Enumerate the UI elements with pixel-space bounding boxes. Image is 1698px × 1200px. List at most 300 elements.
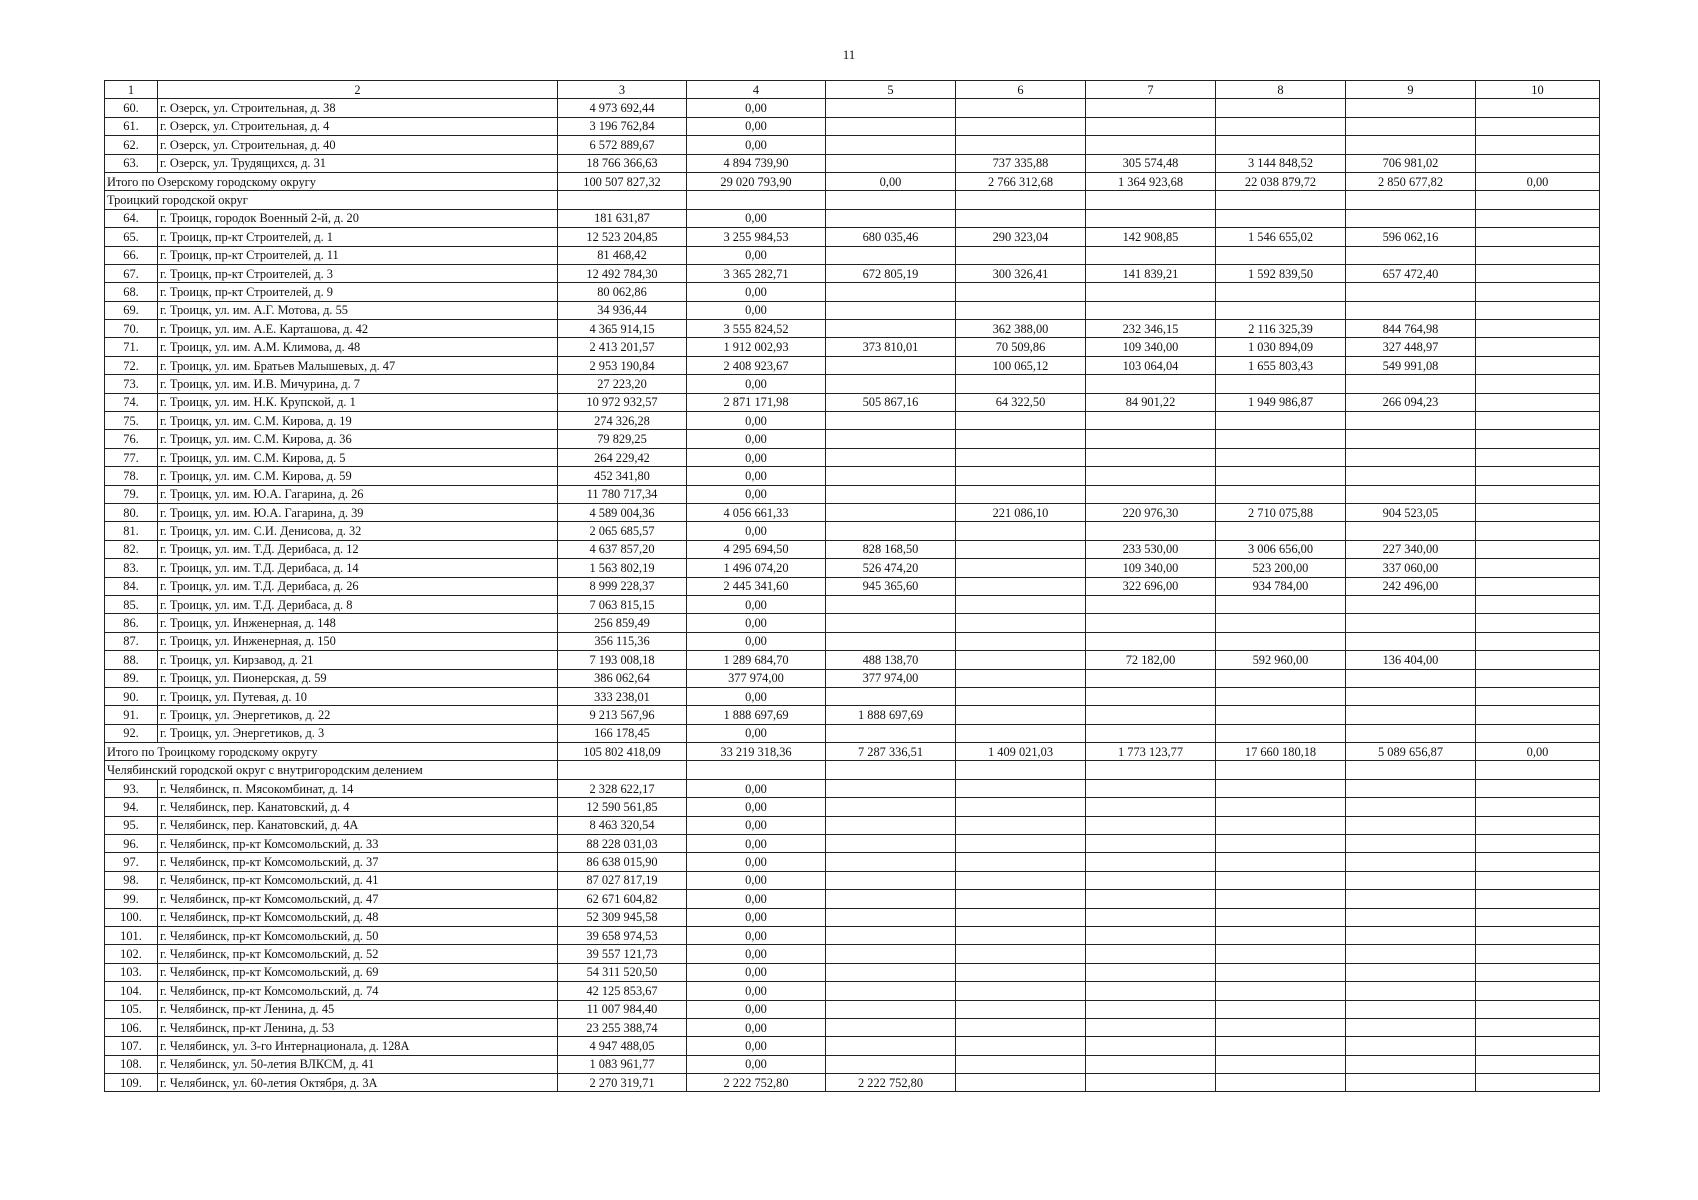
- value-cell: [1476, 816, 1600, 834]
- value-cell: [826, 246, 956, 264]
- table-row: [105, 908, 1600, 926]
- value-cell: 505 867,16: [826, 393, 956, 411]
- value-cell: [956, 853, 1086, 871]
- value-cell: [1086, 412, 1216, 430]
- value-cell: [956, 687, 1086, 705]
- value-cell: [956, 136, 1086, 154]
- value-cell: [1086, 724, 1216, 742]
- value-cell: 0,00: [1476, 743, 1600, 761]
- value-cell: 0,00: [687, 1055, 826, 1073]
- value-cell: 103 064,04: [1086, 356, 1216, 374]
- empty-cell: [1086, 191, 1216, 209]
- address-cell: г. Челябинск, пр-кт Комсомольский, д. 33: [158, 835, 558, 853]
- value-cell: 0,00: [687, 375, 826, 393]
- table-row: [105, 632, 1600, 650]
- value-cell: [1086, 853, 1216, 871]
- value-cell: [1476, 1018, 1600, 1036]
- row-number: 77.: [105, 448, 158, 466]
- table-row: [105, 595, 1600, 613]
- value-cell: [1476, 632, 1600, 650]
- row-number: 68.: [105, 283, 158, 301]
- value-cell: 84 901,22: [1086, 393, 1216, 411]
- empty-cell: [558, 761, 687, 779]
- address-cell: г. Троицк, ул. Инженерная, д. 150: [158, 632, 558, 650]
- address-cell: г. Челябинск, ул. 50-летия ВЛКСМ, д. 41: [158, 1055, 558, 1073]
- value-cell: [1346, 1074, 1476, 1092]
- value-cell: [1216, 890, 1346, 908]
- value-cell: [1086, 687, 1216, 705]
- value-cell: 220 976,30: [1086, 503, 1216, 521]
- address-cell: г. Троицк, ул. им. Т.Д. Дерибаса, д. 14: [158, 559, 558, 577]
- address-cell: г. Троицк, ул. им. А.Г. Мотова, д. 55: [158, 301, 558, 319]
- value-cell: [1476, 320, 1600, 338]
- value-cell: 0,00: [687, 136, 826, 154]
- value-cell: 17 660 180,18: [1216, 743, 1346, 761]
- value-cell: [1086, 209, 1216, 227]
- value-cell: [826, 99, 956, 117]
- value-cell: 2 850 677,82: [1346, 172, 1476, 190]
- address-cell: г. Троицк, ул. им. С.М. Кирова, д. 5: [158, 448, 558, 466]
- value-cell: [1346, 412, 1476, 430]
- value-cell: 0,00: [687, 632, 826, 650]
- row-number: 100.: [105, 908, 158, 926]
- value-cell: [1476, 908, 1600, 926]
- row-number: 88.: [105, 651, 158, 669]
- row-number: 79.: [105, 485, 158, 503]
- value-cell: 87 027 817,19: [558, 871, 687, 889]
- value-cell: 109 340,00: [1086, 338, 1216, 356]
- row-number: 81.: [105, 522, 158, 540]
- value-cell: 0,00: [687, 209, 826, 227]
- address-cell: г. Троицк, ул. Кирзавод, д. 21: [158, 651, 558, 669]
- row-number: 85.: [105, 595, 158, 613]
- value-cell: [1476, 687, 1600, 705]
- value-cell: [1476, 835, 1600, 853]
- value-cell: 0,00: [687, 614, 826, 632]
- value-cell: 2 065 685,57: [558, 522, 687, 540]
- value-cell: [956, 926, 1086, 944]
- value-cell: 706 981,02: [1346, 154, 1476, 172]
- row-number: 97.: [105, 853, 158, 871]
- row-number: 63.: [105, 154, 158, 172]
- value-cell: [956, 871, 1086, 889]
- value-cell: [1216, 1037, 1346, 1055]
- address-cell: г. Озерск, ул. Строительная, д. 40: [158, 136, 558, 154]
- value-cell: [1346, 283, 1476, 301]
- value-cell: 8 463 320,54: [558, 816, 687, 834]
- value-cell: 844 764,98: [1346, 320, 1476, 338]
- address-cell: г. Троицк, ул. Энергетиков, д. 22: [158, 706, 558, 724]
- value-cell: 1 592 839,50: [1216, 264, 1346, 282]
- address-cell: г. Троицк, ул. им. Т.Д. Дерибаса, д. 8: [158, 595, 558, 613]
- value-cell: 12 590 561,85: [558, 798, 687, 816]
- value-cell: 39 658 974,53: [558, 926, 687, 944]
- value-cell: [1476, 301, 1600, 319]
- value-cell: [1216, 687, 1346, 705]
- address-cell: г. Троицк, ул. им. С.И. Денисова, д. 32: [158, 522, 558, 540]
- value-cell: [956, 448, 1086, 466]
- value-cell: [1346, 963, 1476, 981]
- value-cell: [1476, 117, 1600, 135]
- value-cell: [1216, 614, 1346, 632]
- value-cell: [826, 1055, 956, 1073]
- value-cell: [826, 503, 956, 521]
- row-number: 87.: [105, 632, 158, 650]
- value-cell: [1476, 651, 1600, 669]
- value-cell: [1086, 283, 1216, 301]
- empty-cell: [687, 191, 826, 209]
- value-cell: [1086, 117, 1216, 135]
- value-cell: 2 116 325,39: [1216, 320, 1346, 338]
- value-cell: [1346, 136, 1476, 154]
- value-cell: [1346, 301, 1476, 319]
- value-cell: [1476, 283, 1600, 301]
- value-cell: [956, 375, 1086, 393]
- value-cell: [1086, 246, 1216, 264]
- empty-cell: [687, 761, 826, 779]
- value-cell: 1 563 802,19: [558, 559, 687, 577]
- value-cell: 8 999 228,37: [558, 577, 687, 595]
- value-cell: [1216, 982, 1346, 1000]
- address-cell: г. Троицк, ул. Пионерская, д. 59: [158, 669, 558, 687]
- table-row: [105, 412, 1600, 430]
- address-cell: г. Озерск, ул. Трудящихся, д. 31: [158, 154, 558, 172]
- value-cell: [1476, 559, 1600, 577]
- value-cell: 4 365 914,15: [558, 320, 687, 338]
- value-cell: 0,00: [687, 853, 826, 871]
- address-cell: г. Троицк, пр-кт Строителей, д. 9: [158, 283, 558, 301]
- table-row: [105, 687, 1600, 705]
- value-cell: [1476, 853, 1600, 871]
- value-cell: 526 474,20: [826, 559, 956, 577]
- value-cell: [1476, 209, 1600, 227]
- row-number: 64.: [105, 209, 158, 227]
- row-number: 76.: [105, 430, 158, 448]
- value-cell: [1346, 1037, 1476, 1055]
- value-cell: [826, 209, 956, 227]
- value-cell: 27 223,20: [558, 375, 687, 393]
- header-cell: 2: [158, 81, 558, 99]
- value-cell: [826, 853, 956, 871]
- value-cell: [1346, 816, 1476, 834]
- value-cell: [826, 485, 956, 503]
- value-cell: 3 365 282,71: [687, 264, 826, 282]
- value-cell: [1086, 669, 1216, 687]
- table-row: [105, 338, 1600, 356]
- value-cell: 11 007 984,40: [558, 1000, 687, 1018]
- value-cell: 1 546 655,02: [1216, 228, 1346, 246]
- empty-cell: [826, 191, 956, 209]
- value-cell: 233 530,00: [1086, 540, 1216, 558]
- value-cell: 0,00: [687, 1018, 826, 1036]
- value-cell: 337 060,00: [1346, 559, 1476, 577]
- value-cell: [1086, 99, 1216, 117]
- value-cell: [956, 963, 1086, 981]
- value-cell: [1216, 136, 1346, 154]
- value-cell: [1216, 375, 1346, 393]
- header-cell: 8: [1216, 81, 1346, 99]
- address-cell: г. Челябинск, пр-кт Комсомольский, д. 37: [158, 853, 558, 871]
- value-cell: [826, 798, 956, 816]
- value-cell: 11 780 717,34: [558, 485, 687, 503]
- value-cell: [1476, 375, 1600, 393]
- value-cell: 64 322,50: [956, 393, 1086, 411]
- value-cell: 266 094,23: [1346, 393, 1476, 411]
- value-cell: 1 496 074,20: [687, 559, 826, 577]
- value-cell: [956, 706, 1086, 724]
- value-cell: 362 388,00: [956, 320, 1086, 338]
- value-cell: 2 953 190,84: [558, 356, 687, 374]
- row-number: 70.: [105, 320, 158, 338]
- table-row: [105, 467, 1600, 485]
- value-cell: 4 894 739,90: [687, 154, 826, 172]
- table-row: [105, 651, 1600, 669]
- value-cell: [956, 577, 1086, 595]
- table-row: [105, 228, 1600, 246]
- table-row: [105, 448, 1600, 466]
- row-number: 102.: [105, 945, 158, 963]
- group-label: Троицкий городской округ: [105, 191, 558, 209]
- row-number: 74.: [105, 393, 158, 411]
- header-cell: 9: [1346, 81, 1476, 99]
- group-header-row: [105, 191, 1600, 209]
- value-cell: [826, 871, 956, 889]
- row-number: 109.: [105, 1074, 158, 1092]
- row-number: 67.: [105, 264, 158, 282]
- value-cell: 0,00: [687, 1000, 826, 1018]
- value-cell: [1216, 117, 1346, 135]
- value-cell: 0,00: [687, 412, 826, 430]
- value-cell: 373 810,01: [826, 338, 956, 356]
- value-cell: 109 340,00: [1086, 559, 1216, 577]
- value-cell: 3 555 824,52: [687, 320, 826, 338]
- address-cell: г. Троицк, ул. им. Н.К. Крупской, д. 1: [158, 393, 558, 411]
- row-number: 72.: [105, 356, 158, 374]
- value-cell: [1346, 485, 1476, 503]
- address-cell: г. Троицк, ул. Энергетиков, д. 3: [158, 724, 558, 742]
- value-cell: [1216, 835, 1346, 853]
- address-cell: г. Троицк, ул. им. Братьев Малышевых, д. 47: [158, 356, 558, 374]
- value-cell: 12 492 784,30: [558, 264, 687, 282]
- address-cell: г. Челябинск, пр-кт Комсомольский, д. 74: [158, 982, 558, 1000]
- value-cell: [1476, 577, 1600, 595]
- table-row: [105, 1055, 1600, 1073]
- value-cell: [1346, 779, 1476, 797]
- value-cell: 0,00: [687, 595, 826, 613]
- row-number: 90.: [105, 687, 158, 705]
- table-row: [105, 264, 1600, 282]
- value-cell: 22 038 879,72: [1216, 172, 1346, 190]
- value-cell: [956, 1074, 1086, 1092]
- table-row: [105, 117, 1600, 135]
- value-cell: [1346, 209, 1476, 227]
- value-cell: [1476, 154, 1600, 172]
- value-cell: 6 572 889,67: [558, 136, 687, 154]
- value-cell: 2 766 312,68: [956, 172, 1086, 190]
- row-number: 103.: [105, 963, 158, 981]
- value-cell: [1476, 540, 1600, 558]
- value-cell: [1086, 485, 1216, 503]
- value-cell: [1346, 467, 1476, 485]
- value-cell: [826, 687, 956, 705]
- value-cell: [956, 1018, 1086, 1036]
- value-cell: 0,00: [1476, 172, 1600, 190]
- value-cell: [1216, 99, 1346, 117]
- value-cell: [956, 540, 1086, 558]
- value-cell: [1346, 1000, 1476, 1018]
- value-cell: 0,00: [687, 687, 826, 705]
- value-cell: [956, 816, 1086, 834]
- value-cell: [1476, 448, 1600, 466]
- value-cell: [826, 320, 956, 338]
- value-cell: [1216, 706, 1346, 724]
- address-cell: г. Челябинск, пр-кт Комсомольский, д. 47: [158, 890, 558, 908]
- value-cell: [1086, 595, 1216, 613]
- value-cell: [1086, 816, 1216, 834]
- value-cell: 3 144 848,52: [1216, 154, 1346, 172]
- value-cell: 290 323,04: [956, 228, 1086, 246]
- value-cell: 523 200,00: [1216, 559, 1346, 577]
- column-number-header-row: [105, 81, 1600, 99]
- value-cell: [956, 209, 1086, 227]
- value-cell: [1086, 614, 1216, 632]
- row-number: 95.: [105, 816, 158, 834]
- value-cell: 7 063 815,15: [558, 595, 687, 613]
- value-cell: 4 295 694,50: [687, 540, 826, 558]
- value-cell: [1216, 779, 1346, 797]
- value-cell: 2 408 923,67: [687, 356, 826, 374]
- row-number: 107.: [105, 1037, 158, 1055]
- value-cell: 657 472,40: [1346, 264, 1476, 282]
- value-cell: [1086, 375, 1216, 393]
- value-cell: 0,00: [687, 485, 826, 503]
- subtotal-row: [105, 743, 1600, 761]
- value-cell: 934 784,00: [1216, 577, 1346, 595]
- empty-cell: [1086, 761, 1216, 779]
- value-cell: 12 523 204,85: [558, 228, 687, 246]
- header-cell: 6: [956, 81, 1086, 99]
- value-cell: 0,00: [687, 283, 826, 301]
- value-cell: 300 326,41: [956, 264, 1086, 282]
- value-cell: [1216, 853, 1346, 871]
- value-cell: [1216, 871, 1346, 889]
- address-cell: г. Троицк, ул. им. Т.Д. Дерибаса, д. 12: [158, 540, 558, 558]
- value-cell: [1086, 1000, 1216, 1018]
- value-cell: 0,00: [687, 467, 826, 485]
- value-cell: [1216, 945, 1346, 963]
- value-cell: 3 006 656,00: [1216, 540, 1346, 558]
- value-cell: 54 311 520,50: [558, 963, 687, 981]
- value-cell: 227 340,00: [1346, 540, 1476, 558]
- table-row: [105, 871, 1600, 889]
- value-cell: [1346, 706, 1476, 724]
- value-cell: 0,00: [687, 522, 826, 540]
- group-label: Челябинский городской округ с внутригородским делением: [105, 761, 558, 779]
- table-row: [105, 430, 1600, 448]
- value-cell: 0,00: [687, 963, 826, 981]
- table-row: [105, 246, 1600, 264]
- value-cell: 181 631,87: [558, 209, 687, 227]
- value-cell: 386 062,64: [558, 669, 687, 687]
- table-row: [105, 301, 1600, 319]
- value-cell: [1086, 982, 1216, 1000]
- value-cell: [1346, 614, 1476, 632]
- value-cell: 549 991,08: [1346, 356, 1476, 374]
- value-cell: [1086, 835, 1216, 853]
- value-cell: [826, 890, 956, 908]
- value-cell: [1216, 283, 1346, 301]
- value-cell: 3 196 762,84: [558, 117, 687, 135]
- value-cell: [826, 356, 956, 374]
- value-cell: [1476, 246, 1600, 264]
- address-cell: г. Челябинск, ул. 60-летия Октября, д. 3А: [158, 1074, 558, 1092]
- table-row: [105, 724, 1600, 742]
- address-cell: г. Челябинск, пер. Канатовский, д. 4А: [158, 816, 558, 834]
- row-number: 99.: [105, 890, 158, 908]
- value-cell: [1086, 136, 1216, 154]
- address-cell: г. Озерск, ул. Строительная, д. 38: [158, 99, 558, 117]
- row-number: 104.: [105, 982, 158, 1000]
- value-cell: 0,00: [687, 779, 826, 797]
- value-cell: [1476, 1037, 1600, 1055]
- value-cell: [1216, 1074, 1346, 1092]
- value-cell: 0,00: [687, 982, 826, 1000]
- value-cell: 70 509,86: [956, 338, 1086, 356]
- table-row: [105, 136, 1600, 154]
- value-cell: [1476, 228, 1600, 246]
- row-number: 75.: [105, 412, 158, 430]
- value-cell: 0,00: [687, 835, 826, 853]
- empty-cell: [1216, 761, 1346, 779]
- row-number: 73.: [105, 375, 158, 393]
- address-cell: г. Челябинск, пр-кт Комсомольский, д. 52: [158, 945, 558, 963]
- value-cell: 1 083 961,77: [558, 1055, 687, 1073]
- address-cell: г. Троицк, ул. им. Т.Д. Дерибаса, д. 26: [158, 577, 558, 595]
- row-number: 98.: [105, 871, 158, 889]
- value-cell: [1086, 890, 1216, 908]
- value-cell: [1346, 835, 1476, 853]
- value-cell: [1086, 798, 1216, 816]
- value-cell: 100 507 827,32: [558, 172, 687, 190]
- value-cell: [1476, 669, 1600, 687]
- value-cell: [1346, 246, 1476, 264]
- value-cell: [1476, 356, 1600, 374]
- value-cell: [826, 632, 956, 650]
- value-cell: [1476, 798, 1600, 816]
- value-cell: 2 445 341,60: [687, 577, 826, 595]
- value-cell: [956, 117, 1086, 135]
- value-cell: [826, 963, 956, 981]
- value-cell: 0,00: [687, 99, 826, 117]
- value-cell: 221 086,10: [956, 503, 1086, 521]
- value-cell: [826, 945, 956, 963]
- value-cell: [1476, 963, 1600, 981]
- value-cell: [1476, 871, 1600, 889]
- header-cell: 10: [1476, 81, 1600, 99]
- row-number: 89.: [105, 669, 158, 687]
- row-number: 84.: [105, 577, 158, 595]
- value-cell: [1476, 264, 1600, 282]
- value-cell: [1216, 816, 1346, 834]
- value-cell: [1086, 632, 1216, 650]
- row-number: 60.: [105, 99, 158, 117]
- value-cell: 305 574,48: [1086, 154, 1216, 172]
- value-cell: [826, 412, 956, 430]
- value-cell: [1346, 853, 1476, 871]
- value-cell: 0,00: [687, 871, 826, 889]
- value-cell: 377 974,00: [826, 669, 956, 687]
- value-cell: [1216, 908, 1346, 926]
